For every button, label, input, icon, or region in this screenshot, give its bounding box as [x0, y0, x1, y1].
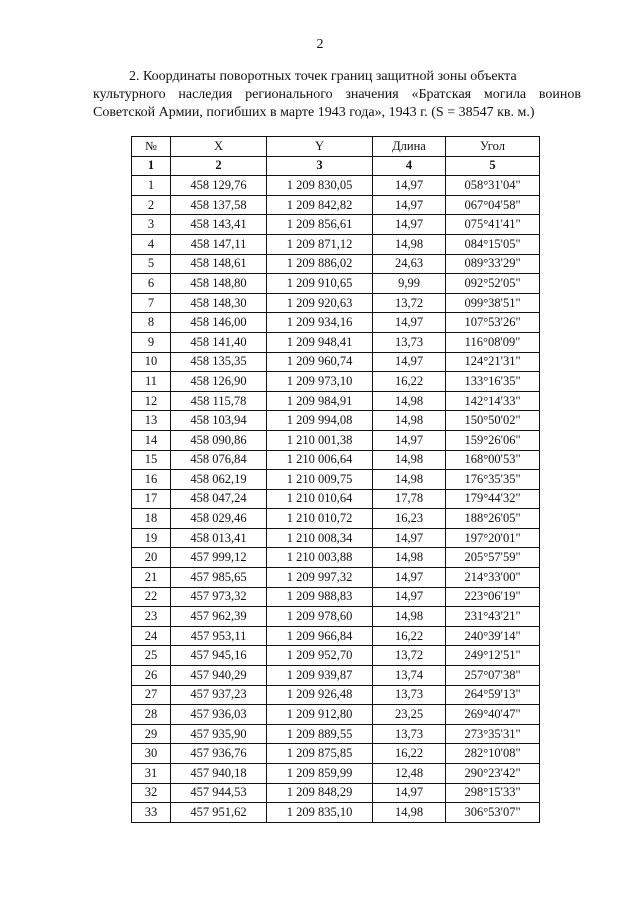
length-cell: 14,98	[373, 803, 446, 823]
y-coordinate-cell: 1 209 939,87	[267, 666, 373, 686]
angle-cell: 116°08'09"	[446, 332, 540, 352]
point-number-cell: 9	[132, 332, 171, 352]
x-coordinate-cell: 458 141,40	[171, 332, 267, 352]
table-row	[132, 274, 540, 294]
y-coordinate-cell: 1 209 886,02	[267, 254, 373, 274]
length-cell: 13,73	[373, 685, 446, 705]
point-number-cell: 19	[132, 528, 171, 548]
length-cell: 16,22	[373, 744, 446, 764]
y-coordinate-cell: 1 209 842,82	[267, 195, 373, 215]
x-coordinate-cell: 458 148,80	[171, 274, 267, 294]
angle-cell: 205°57'59"	[446, 548, 540, 568]
length-cell: 16,22	[373, 372, 446, 392]
point-number-cell: 28	[132, 705, 171, 725]
x-coordinate-cell: 457 936,03	[171, 705, 267, 725]
length-cell: 13,72	[373, 646, 446, 666]
angle-cell: 282°10'08"	[446, 744, 540, 764]
angle-cell: 257°07'38"	[446, 666, 540, 686]
length-cell: 14,98	[373, 450, 446, 470]
length-cell: 14,98	[373, 411, 446, 431]
angle-cell: 107°53'26"	[446, 313, 540, 333]
table-row	[132, 764, 540, 784]
point-number-cell: 20	[132, 548, 171, 568]
y-coordinate-cell: 1 209 875,85	[267, 744, 373, 764]
y-coordinate-cell: 1 210 010,64	[267, 489, 373, 509]
length-cell: 14,97	[373, 176, 446, 196]
angle-cell: 240°39'14"	[446, 626, 540, 646]
point-number-cell: 32	[132, 783, 171, 803]
point-number-cell: 2	[132, 195, 171, 215]
table-row	[132, 587, 540, 607]
angle-cell: 273°35'31"	[446, 724, 540, 744]
y-coordinate-cell: 1 209 988,83	[267, 587, 373, 607]
angle-cell: 197°20'01"	[446, 528, 540, 548]
length-cell: 14,97	[373, 587, 446, 607]
table-row	[132, 430, 540, 450]
length-cell: 13,74	[373, 666, 446, 686]
heading-line-1: 2. Координаты поворотных точек границ защитной зоны объекта	[129, 69, 517, 84]
table-row	[132, 646, 540, 666]
y-coordinate-cell: 1 209 912,80	[267, 705, 373, 725]
point-number-cell: 11	[132, 372, 171, 392]
table-row	[132, 803, 540, 823]
length-cell: 14,97	[373, 313, 446, 333]
angle-cell: 150°50'02"	[446, 411, 540, 431]
angle-cell: 089°33'29"	[446, 254, 540, 274]
length-cell: 14,98	[373, 548, 446, 568]
x-coordinate-cell: 458 148,61	[171, 254, 267, 274]
column-number: 2	[171, 156, 267, 176]
x-coordinate-cell: 457 985,65	[171, 568, 267, 588]
heading-line-rest: культурного наследия регионального значения «Братская могила воинов Советской Армии, погибших в марте 1943 года», 1943 г. (S = 38547 кв. м.)	[93, 87, 581, 120]
table-row	[132, 450, 540, 470]
x-coordinate-cell: 458 103,94	[171, 411, 267, 431]
table-row	[132, 607, 540, 627]
column-number: 5	[446, 156, 540, 176]
length-cell: 14,98	[373, 470, 446, 490]
length-cell: 14,98	[373, 391, 446, 411]
y-coordinate-cell: 1 209 984,91	[267, 391, 373, 411]
point-number-cell: 26	[132, 666, 171, 686]
point-number-cell: 3	[132, 215, 171, 235]
y-coordinate-cell: 1 209 859,99	[267, 764, 373, 784]
y-coordinate-cell: 1 209 926,48	[267, 685, 373, 705]
table-row	[132, 470, 540, 490]
length-cell: 14,97	[373, 195, 446, 215]
length-cell: 13,72	[373, 293, 446, 313]
table-row	[132, 509, 540, 529]
y-coordinate-cell: 1 209 997,32	[267, 568, 373, 588]
y-coordinate-cell: 1 209 889,55	[267, 724, 373, 744]
angle-cell: 099°38'51"	[446, 293, 540, 313]
table-row	[132, 568, 540, 588]
table-row	[132, 724, 540, 744]
x-coordinate-cell: 457 944,53	[171, 783, 267, 803]
angle-cell: 231°43'21"	[446, 607, 540, 627]
y-coordinate-cell: 1 209 948,41	[267, 332, 373, 352]
point-number-cell: 29	[132, 724, 171, 744]
length-cell: 14,97	[373, 783, 446, 803]
angle-cell: 142°14'33"	[446, 391, 540, 411]
length-cell: 16,23	[373, 509, 446, 529]
section-heading	[93, 68, 581, 122]
angle-cell: 306°53'07"	[446, 803, 540, 823]
x-coordinate-cell: 458 029,46	[171, 509, 267, 529]
table-row	[132, 352, 540, 372]
y-coordinate-cell: 1 209 830,05	[267, 176, 373, 196]
x-coordinate-cell: 458 090,86	[171, 430, 267, 450]
point-number-cell: 24	[132, 626, 171, 646]
point-number-cell: 14	[132, 430, 171, 450]
angle-cell: 084°15'05"	[446, 234, 540, 254]
y-coordinate-cell: 1 209 960,74	[267, 352, 373, 372]
x-coordinate-cell: 457 951,62	[171, 803, 267, 823]
point-number-cell: 10	[132, 352, 171, 372]
point-number-cell: 31	[132, 764, 171, 784]
column-number-row	[132, 156, 540, 176]
y-coordinate-cell: 1 209 973,10	[267, 372, 373, 392]
x-coordinate-cell: 457 937,23	[171, 685, 267, 705]
point-number-cell: 6	[132, 274, 171, 294]
length-cell: 16,22	[373, 626, 446, 646]
table-row	[132, 293, 540, 313]
angle-cell: 188°26'05"	[446, 509, 540, 529]
table-row	[132, 313, 540, 333]
y-coordinate-cell: 1 210 006,64	[267, 450, 373, 470]
point-number-cell: 13	[132, 411, 171, 431]
x-coordinate-cell: 458 146,00	[171, 313, 267, 333]
x-coordinate-cell: 457 935,90	[171, 724, 267, 744]
point-number-cell: 15	[132, 450, 171, 470]
x-coordinate-cell: 458 147,11	[171, 234, 267, 254]
table-row	[132, 489, 540, 509]
x-coordinate-cell: 458 135,35	[171, 352, 267, 372]
table-row	[132, 548, 540, 568]
y-coordinate-cell: 1 209 934,16	[267, 313, 373, 333]
length-cell: 13,73	[373, 332, 446, 352]
column-number: 4	[373, 156, 446, 176]
header-number: №	[132, 137, 171, 157]
length-cell: 17,78	[373, 489, 446, 509]
table-row	[132, 783, 540, 803]
point-number-cell: 16	[132, 470, 171, 490]
point-number-cell: 25	[132, 646, 171, 666]
table-row	[132, 685, 540, 705]
table-row	[132, 391, 540, 411]
point-number-cell: 18	[132, 509, 171, 529]
x-coordinate-cell: 457 973,32	[171, 587, 267, 607]
header-x: X	[171, 137, 267, 157]
angle-cell: 249°12'51"	[446, 646, 540, 666]
y-coordinate-cell: 1 209 835,10	[267, 803, 373, 823]
x-coordinate-cell: 458 126,90	[171, 372, 267, 392]
x-coordinate-cell: 458 129,76	[171, 176, 267, 196]
x-coordinate-cell: 458 047,24	[171, 489, 267, 509]
x-coordinate-cell: 458 062,19	[171, 470, 267, 490]
angle-cell: 159°26'06"	[446, 430, 540, 450]
y-coordinate-cell: 1 209 994,08	[267, 411, 373, 431]
y-coordinate-cell: 1 209 952,70	[267, 646, 373, 666]
length-cell: 14,97	[373, 568, 446, 588]
point-number-cell: 7	[132, 293, 171, 313]
table-row	[132, 744, 540, 764]
y-coordinate-cell: 1 209 966,84	[267, 626, 373, 646]
x-coordinate-cell: 458 115,78	[171, 391, 267, 411]
length-cell: 14,98	[373, 607, 446, 627]
x-coordinate-cell: 458 076,84	[171, 450, 267, 470]
y-coordinate-cell: 1 210 010,72	[267, 509, 373, 529]
y-coordinate-cell: 1 209 871,12	[267, 234, 373, 254]
angle-cell: 075°41'41"	[446, 215, 540, 235]
length-cell: 14,97	[373, 528, 446, 548]
y-coordinate-cell: 1 209 856,61	[267, 215, 373, 235]
table-row	[132, 372, 540, 392]
angle-cell: 124°21'31"	[446, 352, 540, 372]
length-cell: 23,25	[373, 705, 446, 725]
table-row	[132, 254, 540, 274]
angle-cell: 168°00'53"	[446, 450, 540, 470]
y-coordinate-cell: 1 210 009,75	[267, 470, 373, 490]
length-cell: 14,97	[373, 352, 446, 372]
y-coordinate-cell: 1 209 920,63	[267, 293, 373, 313]
header-y: Y	[267, 137, 373, 157]
x-coordinate-cell: 457 953,11	[171, 626, 267, 646]
angle-cell: 298°15'33"	[446, 783, 540, 803]
length-cell: 14,98	[373, 234, 446, 254]
x-coordinate-cell: 457 936,76	[171, 744, 267, 764]
table-row	[132, 332, 540, 352]
angle-cell: 223°06'19"	[446, 587, 540, 607]
point-number-cell: 22	[132, 587, 171, 607]
header-length: Длина	[373, 137, 446, 157]
y-coordinate-cell: 1 209 848,29	[267, 783, 373, 803]
length-cell: 13,73	[373, 724, 446, 744]
table-row	[132, 215, 540, 235]
length-cell: 14,97	[373, 215, 446, 235]
y-coordinate-cell: 1 210 003,88	[267, 548, 373, 568]
angle-cell: 092°52'05"	[446, 274, 540, 294]
angle-cell: 058°31'04"	[446, 176, 540, 196]
coordinates-table	[131, 136, 540, 823]
x-coordinate-cell: 457 999,12	[171, 548, 267, 568]
angle-cell: 290°23'42"	[446, 764, 540, 784]
point-number-cell: 23	[132, 607, 171, 627]
x-coordinate-cell: 457 945,16	[171, 646, 267, 666]
y-coordinate-cell: 1 210 001,38	[267, 430, 373, 450]
x-coordinate-cell: 457 940,18	[171, 764, 267, 784]
point-number-cell: 21	[132, 568, 171, 588]
x-coordinate-cell: 458 137,58	[171, 195, 267, 215]
angle-cell: 179°44'32"	[446, 489, 540, 509]
table-row	[132, 626, 540, 646]
column-number: 1	[132, 156, 171, 176]
length-cell: 12,48	[373, 764, 446, 784]
point-number-cell: 27	[132, 685, 171, 705]
y-coordinate-cell: 1 210 008,34	[267, 528, 373, 548]
point-number-cell: 1	[132, 176, 171, 196]
y-coordinate-cell: 1 209 978,60	[267, 607, 373, 627]
length-cell: 14,97	[373, 430, 446, 450]
angle-cell: 214°33'00"	[446, 568, 540, 588]
x-coordinate-cell: 458 143,41	[171, 215, 267, 235]
point-number-cell: 33	[132, 803, 171, 823]
point-number-cell: 17	[132, 489, 171, 509]
length-cell: 9,99	[373, 274, 446, 294]
angle-cell: 133°16'35"	[446, 372, 540, 392]
point-number-cell: 12	[132, 391, 171, 411]
y-coordinate-cell: 1 209 910,65	[267, 274, 373, 294]
angle-cell: 176°35'35"	[446, 470, 540, 490]
point-number-cell: 5	[132, 254, 171, 274]
angle-cell: 067°04'58"	[446, 195, 540, 215]
page-number: 2	[316, 37, 324, 52]
table-row	[132, 528, 540, 548]
x-coordinate-cell: 458 148,30	[171, 293, 267, 313]
x-coordinate-cell: 457 940,29	[171, 666, 267, 686]
table-row	[132, 234, 540, 254]
header-angle: Угол	[446, 137, 540, 157]
table-header-row	[132, 137, 540, 157]
x-coordinate-cell: 458 013,41	[171, 528, 267, 548]
column-number: 3	[267, 156, 373, 176]
length-cell: 24,63	[373, 254, 446, 274]
angle-cell: 264°59'13"	[446, 685, 540, 705]
table-row	[132, 176, 540, 196]
angle-cell: 269°40'47"	[446, 705, 540, 725]
point-number-cell: 8	[132, 313, 171, 333]
table-row	[132, 195, 540, 215]
table-row	[132, 666, 540, 686]
point-number-cell: 4	[132, 234, 171, 254]
point-number-cell: 30	[132, 744, 171, 764]
table-row	[132, 705, 540, 725]
table-row	[132, 411, 540, 431]
x-coordinate-cell: 457 962,39	[171, 607, 267, 627]
